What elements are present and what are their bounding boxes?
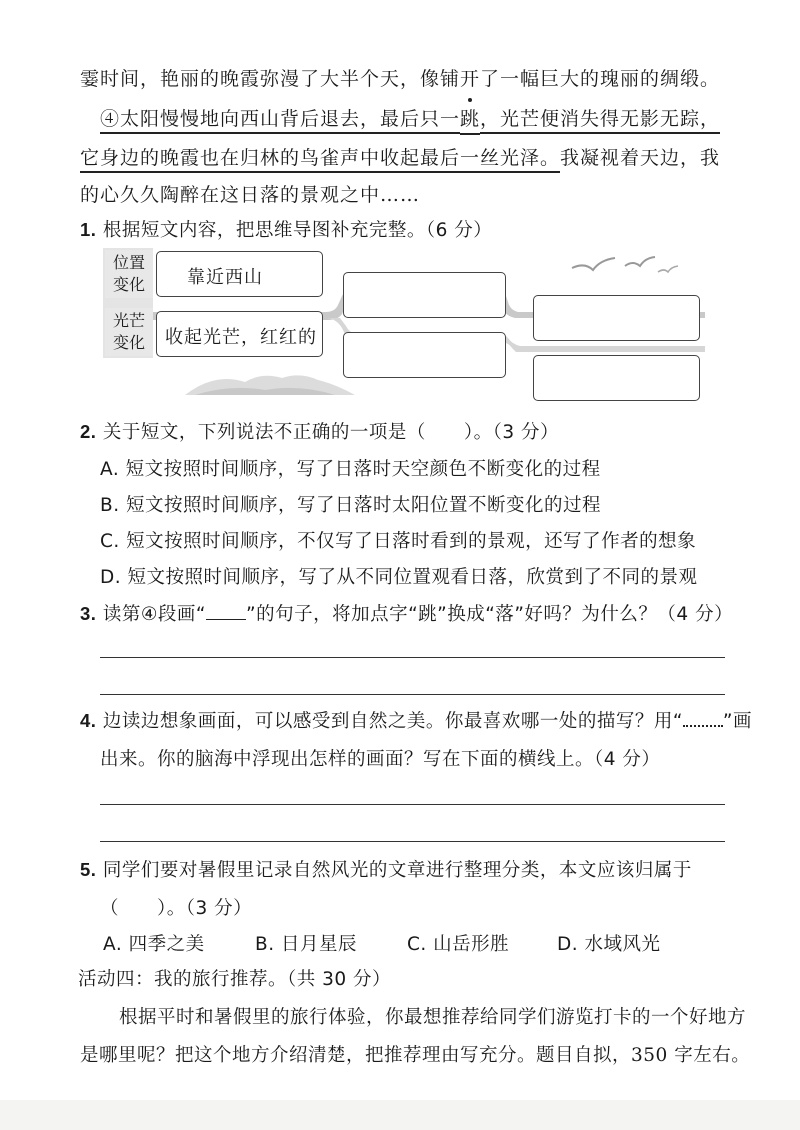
question-5-line-1: 同学们要对暑假里记录自然风光的文章进行整理分类，本文应该归属于 [102, 860, 692, 881]
question-4-text-before: 边读边想象画面，可以感受到自然之美。你最喜欢哪一处的描写？用“ [102, 711, 683, 732]
activity-4-title: 活动四：我的旅行推荐。（共 30 分） [78, 969, 392, 990]
mind-map [0, 0, 800, 420]
question-2-number: 2. [80, 421, 97, 442]
question-5-line-2: （ ）。（3 分） [100, 898, 253, 919]
passage-line-3-rest: 我凝视着天边，我 [560, 147, 721, 169]
passage-line-4: 的心久久陶醉在这日落的景观之中…… [80, 184, 421, 206]
position-box-2[interactable] [343, 272, 506, 318]
position-box-1-text: 靠近西山 [187, 267, 263, 288]
light-box-1-text: 收起光芒，红红的 [165, 327, 317, 348]
bird-icon [658, 266, 678, 272]
position-box-3[interactable] [533, 295, 700, 341]
question-5 [80, 856, 692, 882]
question-2-option-d[interactable]: D. 短文按照时间顺序，写了从不同位置观看日落，欣赏到了不同的景观 [100, 567, 698, 588]
dotted-char: 跳 [460, 104, 480, 135]
answer-line[interactable] [100, 804, 725, 805]
wavy-underline-mark [683, 711, 723, 727]
underlined-sentence-part-2: ，光芒便消失得无影无踪， [480, 108, 720, 134]
question-4 [80, 707, 752, 733]
question-5-option-c[interactable]: C. 山岳形胜 [407, 934, 510, 955]
question-3-text-after: ”的句子，将加点字“跳”换成“落”好吗？为什么？（4 分） [246, 604, 734, 625]
question-2-option-c[interactable]: C. 短文按照时间顺序，不仅写了日落时看到的景观，还写了作者的想象 [100, 531, 697, 552]
page-bottom-edge [0, 1100, 800, 1130]
question-1-number: 1. [80, 219, 97, 240]
label-light-change [105, 308, 153, 356]
label-light-line-2: 变化 [112, 333, 145, 352]
question-5-number: 5. [80, 859, 97, 880]
label-light-line-1: 光芒 [112, 311, 145, 330]
position-box-1 [156, 251, 323, 297]
light-box-2[interactable] [343, 332, 506, 378]
light-box-1 [156, 311, 323, 357]
passage-line-1: 霎时间，艳丽的晚霞弥漫了大半个天，像铺开了一幅巨大的瑰丽的绸缎。 [80, 68, 721, 90]
bird-icon [572, 258, 615, 270]
label-position-line-2: 变化 [112, 275, 145, 294]
answer-line[interactable] [100, 841, 725, 842]
question-2-option-a[interactable]: A. 短文按照时间顺序，写了日落时天空颜色不断变化的过程 [100, 459, 601, 480]
activity-4-line-1: 根据平时和暑假里的旅行体验，你最想推荐给同学们游览打卡的一个好地方 [119, 1007, 747, 1028]
question-5-option-d[interactable]: D. 水域风光 [557, 934, 661, 955]
light-box-3[interactable] [533, 355, 700, 401]
question-5-option-a[interactable]: A. 四季之美 [103, 934, 205, 955]
underlined-sentence-part-1: 太阳慢慢地向西山背后退去，最后只一 [120, 108, 460, 134]
straight-underline-mark [206, 605, 246, 620]
answer-line[interactable] [100, 694, 725, 695]
question-1-text: 根据短文内容，把思维导图补充完整。（6 分） [102, 220, 493, 241]
question-2-text: 关于短文，下列说法不正确的一项是（ ）。（3 分） [102, 422, 559, 443]
answer-line[interactable] [100, 657, 725, 658]
question-3-text-before: 读第④段画“ [102, 604, 206, 625]
underlined-sentence-part-3: 它身边的晚霞也在归林的鸟雀声中收起最后一丝光泽。 [80, 147, 560, 173]
paragraph-marker: ④ [100, 108, 120, 134]
question-4-number: 4. [80, 710, 97, 731]
question-5-option-b[interactable]: B. 日月星辰 [255, 934, 357, 955]
question-4-text-after: ”画 [722, 711, 753, 732]
question-4-line-2: 出来。你的脑海中浮现出怎样的画面？写在下面的横线上。（4 分） [100, 749, 661, 770]
bird-icon [625, 257, 655, 266]
label-position-change [105, 250, 153, 298]
question-3-number: 3. [80, 603, 97, 624]
question-2 [80, 418, 559, 444]
question-2-option-b[interactable]: B. 短文按照时间顺序，写了日落时太阳位置不断变化的过程 [100, 495, 601, 516]
activity-4-line-2: 是哪里呢？把这个地方介绍清楚，把推荐理由写充分。题目自拟，350 字左右。 [80, 1045, 751, 1066]
label-position-line-1: 位置 [112, 253, 145, 272]
question-3 [80, 600, 733, 626]
